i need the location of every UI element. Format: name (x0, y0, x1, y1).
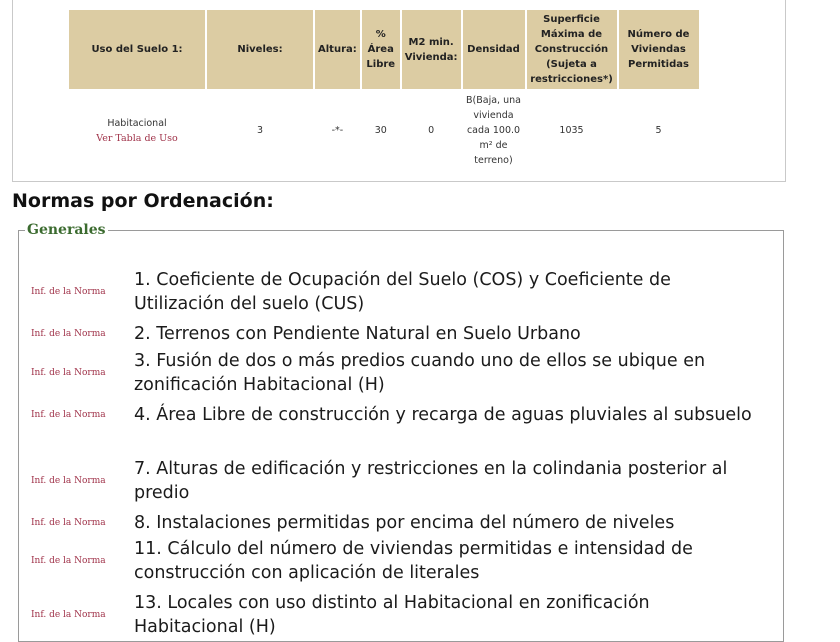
cell-superficie: 1035 (559, 125, 584, 136)
header-niveles: Niveles: (207, 10, 313, 89)
cell-m2-min: 0 (428, 125, 435, 136)
norma-text: 2. Terrenos con Pendiente Natural en Suelo Urbano (134, 324, 581, 344)
inf-norma-link[interactable]: Inf. de la Norma (31, 556, 106, 566)
cell-uso (69, 91, 205, 170)
cell-niveles: 3 (256, 125, 264, 136)
generales-legend: Generales (27, 222, 106, 238)
list-item (19, 511, 779, 535)
header-densidad: Densidad (463, 10, 525, 89)
list-item (19, 322, 779, 346)
table-row (69, 91, 699, 170)
section-title: Normas por Ordenación: (12, 190, 274, 212)
header-area-libre: % Área Libre (362, 10, 400, 89)
inf-norma-link[interactable]: Inf. de la Norma (31, 518, 106, 528)
list-item (19, 349, 779, 397)
list-item (19, 591, 779, 639)
header-altura: Altura: (315, 10, 360, 89)
header-numero-viviendas: Número de Viviendas Permitidas (619, 10, 699, 89)
inf-norma-link[interactable]: Inf. de la Norma (31, 476, 106, 486)
inf-norma-link[interactable]: Inf. de la Norma (31, 610, 106, 620)
list-item (19, 457, 779, 505)
cell-area-libre: 30 (374, 125, 387, 136)
norma-text: 1. Coeficiente de Ocupación del Suelo (COS) y Coeficiente de Utilización del suelo (CUS) (134, 270, 671, 314)
norma-text: 8. Instalaciones permitidas por encima del número de niveles (134, 513, 675, 533)
norma-text: 3. Fusión de dos o más predios cuando uno de ellos se ubique en zonificación Habitacional (H) (134, 351, 706, 395)
list-item (19, 268, 779, 316)
header-uso-suelo: Uso del Suelo 1: (69, 10, 205, 89)
header-m2-min: M2 min. Vivienda: (402, 10, 461, 89)
norma-text: 4. Área Libre de construcción y recarga de aguas pluviales al subsuelo (134, 405, 752, 425)
list-item (19, 403, 779, 427)
table-header-row (69, 10, 699, 89)
list-item (19, 537, 779, 585)
cell-densidad: B(Baja, una vivienda cada 100.0 m² de terreno) (466, 95, 521, 166)
generales-fieldset (18, 222, 784, 642)
inf-norma-link[interactable]: Inf. de la Norma (31, 410, 106, 420)
ver-tabla-de-uso-link[interactable]: Ver Tabla de Uso (96, 132, 178, 144)
uso-value: Habitacional (107, 117, 167, 129)
uso-suelo-table (67, 8, 701, 172)
inf-norma-link[interactable]: Inf. de la Norma (31, 368, 106, 378)
inf-norma-link[interactable]: Inf. de la Norma (31, 287, 106, 297)
inf-norma-link[interactable]: Inf. de la Norma (31, 329, 106, 339)
norma-text: 7. Alturas de edificación y restricciones en la colindania posterior al predio (134, 459, 728, 503)
norma-text: 11. Cálculo del número de viviendas permitidas e intensidad de construcción con aplicación de literales (134, 539, 693, 583)
cell-altura: -*- (331, 125, 344, 136)
header-superficie-maxima: Superficie Máxima de Construcción (Sujeta a restricciones*) (527, 10, 617, 89)
norma-text: 13. Locales con uso distinto al Habitacional en zonificación Habitacional (H) (134, 593, 650, 637)
uso-suelo-panel (12, 0, 786, 182)
cell-viviendas: 5 (655, 125, 662, 136)
